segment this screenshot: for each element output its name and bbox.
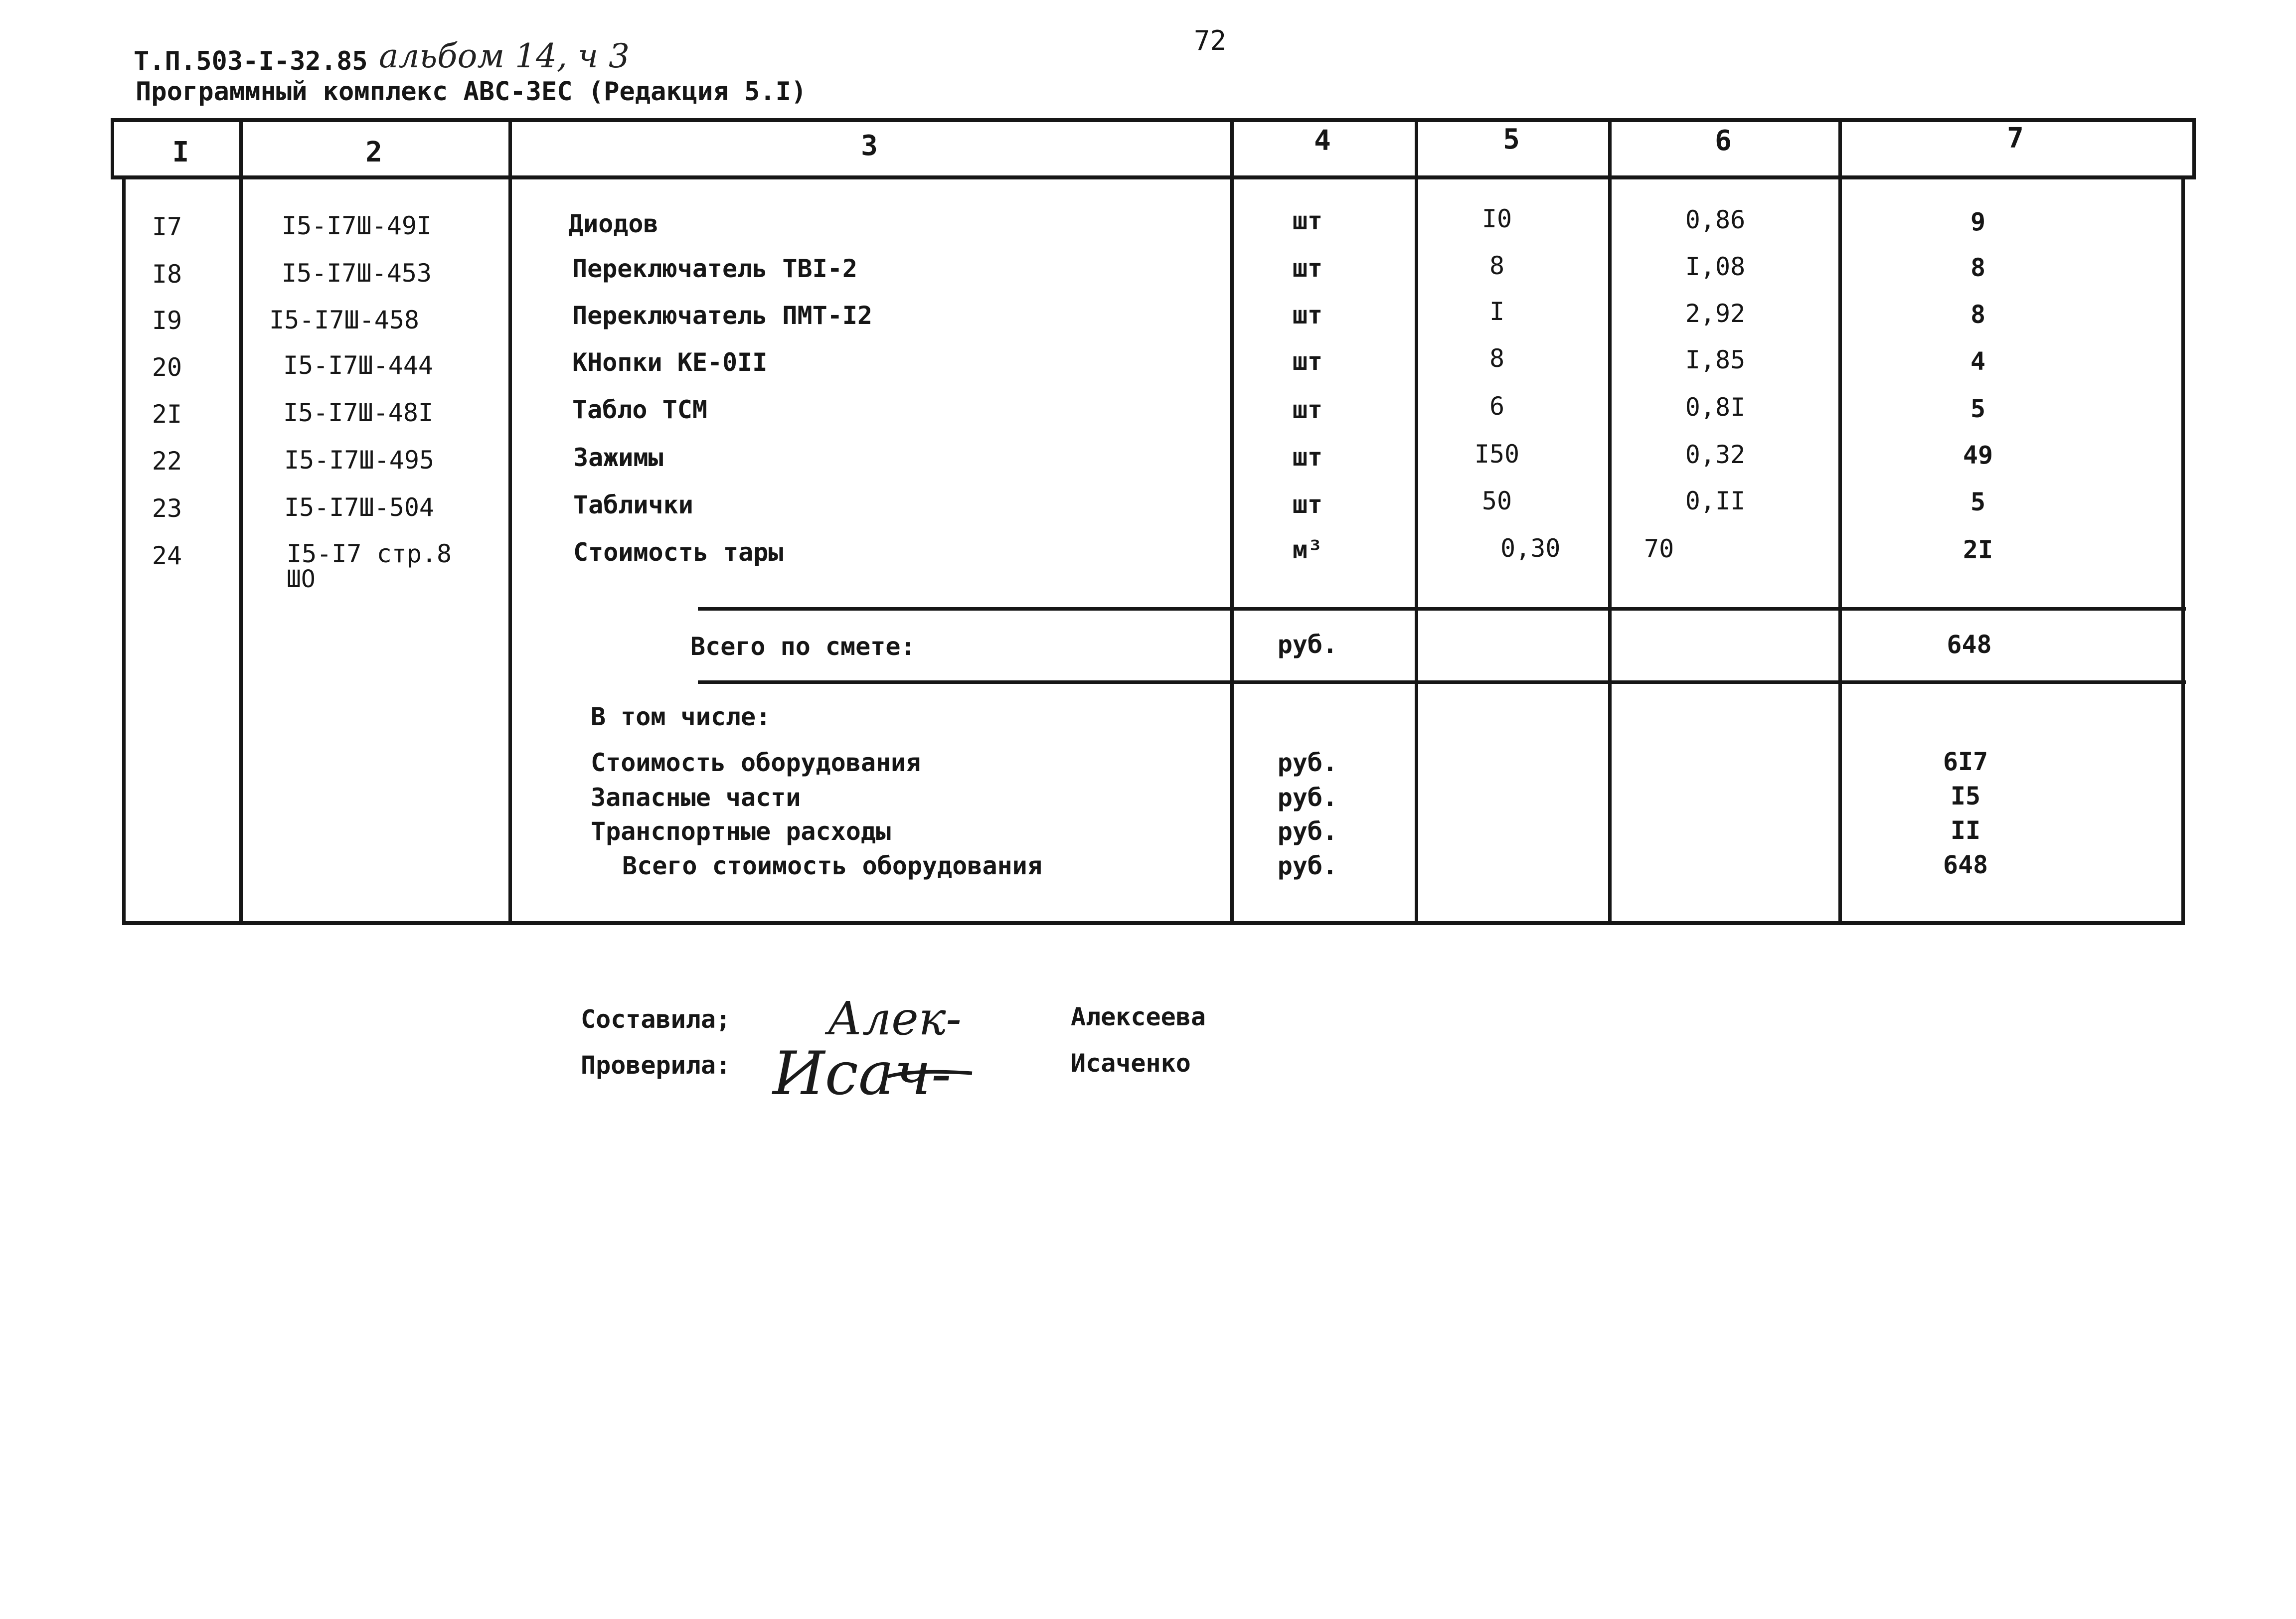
row-name: Табло ТСМ — [572, 395, 707, 424]
row-sum: 8 — [1970, 253, 1986, 282]
row-price: 2,92 — [1685, 299, 1746, 328]
row-code: I5-I7Ш-504 — [284, 493, 435, 522]
row-name: Стоимость тары — [573, 538, 784, 567]
checked-label: Проверила: — [581, 1051, 731, 1080]
col-header-3: 3 — [861, 130, 878, 162]
row-name: Диодов — [568, 209, 658, 238]
breakdown-unit: руб. — [1277, 748, 1338, 777]
row-number: 2I — [152, 400, 182, 429]
svg-text:Алек-: Алек- — [827, 992, 962, 1045]
breakdown-sum: 6I7 — [1943, 747, 1988, 776]
row-price: 0,II — [1685, 486, 1746, 515]
row-price: I,08 — [1685, 252, 1746, 281]
row-code: I5-I7 стр.8 — [287, 539, 452, 568]
breakdown-sum: II — [1950, 816, 1981, 845]
col-header-2: 2 — [365, 136, 382, 168]
breakdown-label: Стоимость оборудования — [591, 748, 921, 777]
col-header-4: 4 — [1314, 125, 1331, 157]
row-number: I7 — [152, 212, 182, 241]
row-name: Переключатель ПМТ-I2 — [572, 301, 873, 330]
page-number: 72 — [1194, 25, 1227, 56]
breakdown-sum: 648 — [1943, 850, 1988, 879]
row-qty: I — [1489, 297, 1505, 326]
breakdown-label: Всего стоимость оборудования — [622, 851, 1042, 880]
row-name: КНопки КЕ-0II — [572, 348, 768, 377]
row-code: I5-I7Ш-48I — [283, 398, 434, 427]
row-sum: 8 — [1970, 300, 1986, 329]
row-name: Таблички — [573, 490, 693, 519]
breakdown-sum: I5 — [1950, 782, 1981, 810]
row-code: I5-I7Ш-495 — [284, 446, 435, 475]
row-price: 0,86 — [1685, 205, 1746, 234]
col-header-5: 5 — [1503, 123, 1520, 156]
row-qty: 8 — [1489, 251, 1505, 280]
doc-subtitle: Программный комплекс АВС-3ЕС (Редакция 5.I) — [136, 77, 807, 107]
row-price: I,85 — [1685, 345, 1746, 374]
checked-name: Исаченко — [1071, 1049, 1191, 1078]
total-unit: руб. — [1277, 630, 1338, 659]
row-qty: I0 — [1481, 204, 1512, 233]
row-qty: 50 — [1481, 486, 1512, 515]
breakdown-unit: руб. — [1277, 817, 1338, 846]
compiled-label: Составила; — [581, 1005, 731, 1034]
row-unit: шт — [1292, 490, 1323, 519]
row-number: 20 — [152, 353, 182, 382]
row-price: 0,32 — [1685, 440, 1746, 469]
svg-text:Исач-: Исач- — [773, 1039, 952, 1109]
row-price: 70 — [1644, 534, 1674, 563]
row-sum: 9 — [1970, 207, 1986, 236]
row-number: I8 — [152, 260, 182, 289]
breakdown-unit: руб. — [1277, 851, 1338, 880]
row-price: 0,8I — [1685, 393, 1746, 422]
row-unit: шт — [1292, 301, 1323, 329]
row-unit: шт — [1292, 347, 1323, 376]
col-header-7: 7 — [2007, 122, 2024, 155]
row-sum: 49 — [1963, 441, 1993, 470]
row-unit: шт — [1292, 254, 1323, 283]
row-number: I9 — [152, 306, 182, 335]
row-qty: 6 — [1489, 392, 1505, 421]
row-number: 22 — [152, 447, 182, 476]
row-unit: м³ — [1292, 535, 1323, 564]
row-sum: 5 — [1970, 394, 1986, 423]
breakdown-label: Запасные части — [591, 783, 801, 812]
col-header-1: I — [172, 136, 189, 168]
breakdown-heading: В том числе: — [591, 702, 771, 731]
row-number: 24 — [152, 541, 182, 570]
total-sum: 648 — [1947, 630, 1992, 659]
row-sum: 5 — [1970, 487, 1986, 516]
row-name: Зажимы — [573, 443, 663, 472]
row-qty: I50 — [1474, 440, 1520, 469]
row-code: I5-I7Ш-49I — [282, 211, 432, 240]
col-header-6: 6 — [1715, 125, 1732, 157]
row-code: I5-I7Ш-458 — [269, 306, 420, 334]
row-unit: шт — [1292, 443, 1323, 472]
doc-code: Т.П.503-I-32.85 — [134, 46, 368, 76]
handwritten-album-note: альбом 14, ч 3 — [379, 37, 630, 75]
row-code: I5-I7Ш-453 — [282, 259, 432, 288]
row-code: I5-I7Ш-444 — [283, 351, 434, 380]
handwritten-signature — [763, 989, 987, 1114]
row-sum: 2I — [1963, 535, 1993, 564]
row-qty: 8 — [1489, 344, 1505, 373]
breakdown-label: Транспортные расходы — [591, 817, 891, 846]
row-code-line2: ШО — [287, 565, 316, 593]
total-label: Всего по смете: — [690, 632, 916, 661]
row-sum: 4 — [1970, 347, 1986, 376]
row-qty: 0,30 — [1500, 534, 1561, 563]
row-number: 23 — [152, 494, 182, 523]
row-unit: шт — [1292, 206, 1323, 235]
row-unit: шт — [1292, 395, 1323, 424]
breakdown-unit: руб. — [1277, 783, 1338, 812]
compiled-name: Алексеева — [1071, 1002, 1206, 1031]
row-name: Переключатель ТВI-2 — [572, 254, 857, 283]
